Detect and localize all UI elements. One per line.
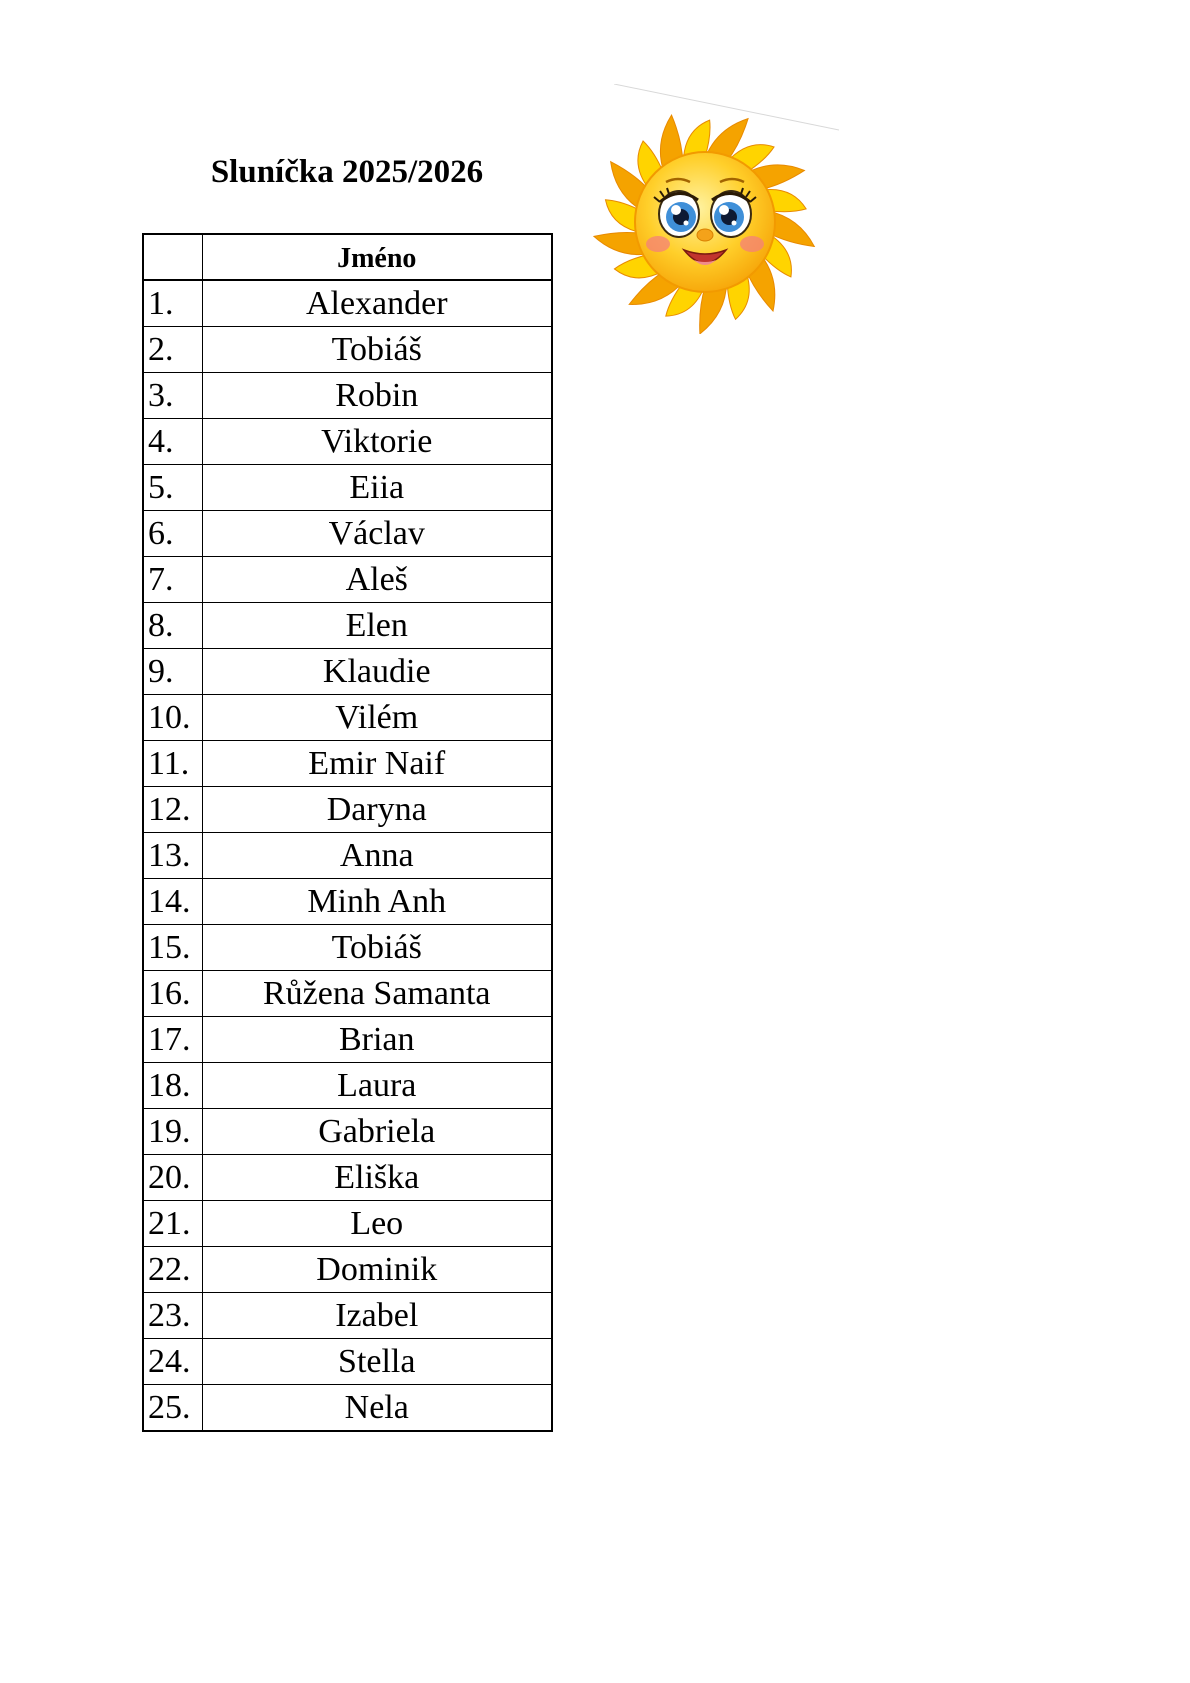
table-row — [143, 1247, 552, 1293]
child-name: Klaudie — [202, 649, 552, 695]
table-row — [143, 741, 552, 787]
row-number: 18. — [143, 1063, 202, 1109]
child-name: Aleš — [202, 557, 552, 603]
child-name: Leo — [202, 1201, 552, 1247]
row-number: 15. — [143, 925, 202, 971]
name-column-header: Jméno — [202, 234, 552, 280]
child-name: Václav — [202, 511, 552, 557]
table-row — [143, 1063, 552, 1109]
row-number: 6. — [143, 511, 202, 557]
row-number: 17. — [143, 1017, 202, 1063]
table-row — [143, 1109, 552, 1155]
table-row — [143, 1339, 552, 1385]
row-number: 11. — [143, 741, 202, 787]
table-row — [143, 280, 552, 327]
row-number: 25. — [143, 1385, 202, 1432]
row-number: 4. — [143, 419, 202, 465]
row-number: 23. — [143, 1293, 202, 1339]
row-number: 21. — [143, 1201, 202, 1247]
row-number: 22. — [143, 1247, 202, 1293]
child-name: Elen — [202, 603, 552, 649]
child-name: Vilém — [202, 695, 552, 741]
row-number: 5. — [143, 465, 202, 511]
child-name: Emir Naif — [202, 741, 552, 787]
table-row — [143, 925, 552, 971]
child-name: Gabriela — [202, 1109, 552, 1155]
child-name: Minh Anh — [202, 879, 552, 925]
table-row — [143, 695, 552, 741]
row-number: 24. — [143, 1339, 202, 1385]
child-name: Robin — [202, 373, 552, 419]
row-number: 20. — [143, 1155, 202, 1201]
roster-table — [142, 233, 553, 1432]
row-number: 19. — [143, 1109, 202, 1155]
child-name: Brian — [202, 1017, 552, 1063]
row-number: 1. — [143, 280, 202, 327]
table-row — [143, 511, 552, 557]
child-name: Nela — [202, 1385, 552, 1432]
table-row — [143, 971, 552, 1017]
row-number: 7. — [143, 557, 202, 603]
table-row — [143, 327, 552, 373]
table-row — [143, 879, 552, 925]
row-number: 16. — [143, 971, 202, 1017]
row-number: 2. — [143, 327, 202, 373]
table-row — [143, 1017, 552, 1063]
table-row — [143, 833, 552, 879]
table-header-row — [143, 234, 552, 280]
table-row — [143, 649, 552, 695]
sun-face — [635, 152, 775, 292]
table-row — [143, 419, 552, 465]
table-row — [143, 1201, 552, 1247]
table-row — [143, 603, 552, 649]
table-row — [143, 373, 552, 419]
row-number: 14. — [143, 879, 202, 925]
child-name: Stella — [202, 1339, 552, 1385]
child-name: Viktorie — [202, 419, 552, 465]
roster-body — [143, 280, 552, 1431]
child-name: Alexander — [202, 280, 552, 327]
row-number: 10. — [143, 695, 202, 741]
sun-face-icon — [580, 104, 830, 334]
table-row — [143, 1385, 552, 1432]
child-name: Růžena Samanta — [202, 971, 552, 1017]
table-row — [143, 465, 552, 511]
child-name: Izabel — [202, 1293, 552, 1339]
child-name: Tobiáš — [202, 925, 552, 971]
child-name: Daryna — [202, 787, 552, 833]
row-number: 13. — [143, 833, 202, 879]
table-row — [143, 787, 552, 833]
child-name: Laura — [202, 1063, 552, 1109]
row-number: 9. — [143, 649, 202, 695]
page-title: Sluníčka 2025/2026 — [210, 154, 484, 190]
child-name: Dominik — [202, 1247, 552, 1293]
row-number: 12. — [143, 787, 202, 833]
child-name: Eliška — [202, 1155, 552, 1201]
row-number: 3. — [143, 373, 202, 419]
left-cheek — [646, 236, 670, 252]
right-cheek — [740, 236, 764, 252]
row-number: 8. — [143, 603, 202, 649]
table-row — [143, 1293, 552, 1339]
table-row — [143, 557, 552, 603]
child-name: Tobiáš — [202, 327, 552, 373]
child-name: Anna — [202, 833, 552, 879]
child-name: Eiia — [202, 465, 552, 511]
table-row — [143, 1155, 552, 1201]
number-column-header — [143, 234, 202, 280]
sun-nose — [697, 229, 713, 241]
